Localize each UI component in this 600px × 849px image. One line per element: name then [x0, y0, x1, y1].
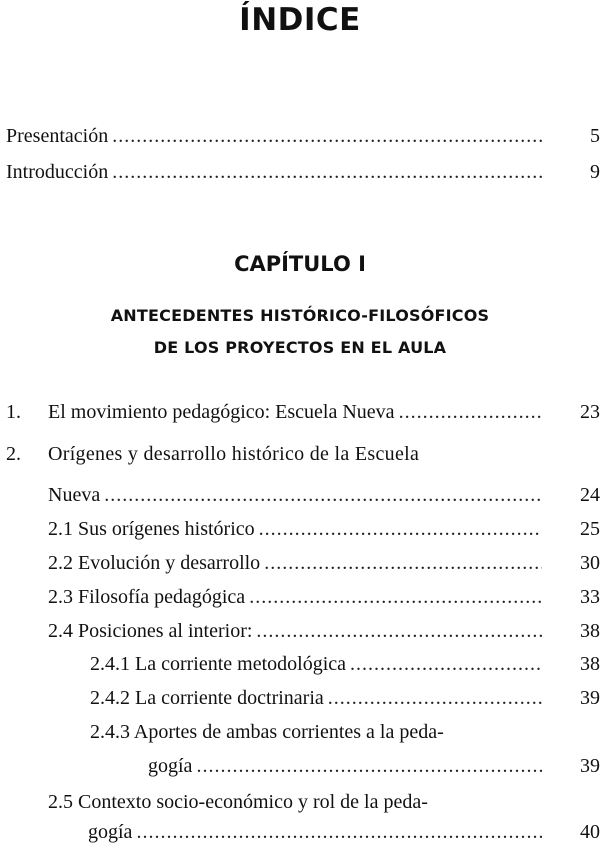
- toc-row-1[interactable]: [48, 398, 600, 426]
- toc-row-2-3[interactable]: [48, 583, 600, 611]
- toc-label: 2.1 Sus orígenes histórico: [48, 518, 255, 540]
- toc-label: Presentación: [6, 125, 109, 147]
- toc-leader-dots: [350, 650, 542, 678]
- toc-leader-dots: [399, 398, 542, 426]
- toc-label: 2.4.2 La corriente doctrinaria: [90, 687, 324, 709]
- toc-leader-dots: [249, 583, 542, 611]
- toc-leader-dots: [264, 549, 542, 577]
- toc-page-number: 39: [580, 755, 600, 777]
- toc-page-number: 5: [590, 125, 600, 147]
- toc-row-2-2[interactable]: [48, 549, 600, 577]
- chapter-heading: CAPÍTULO I: [234, 252, 366, 276]
- toc-page-number: 30: [580, 552, 600, 574]
- page-title: ÍNDICE: [239, 2, 361, 38]
- toc-row-2-4-3[interactable]: [148, 752, 600, 780]
- toc-page-number: 24: [580, 484, 600, 506]
- toc-label-line1: 2.4.3 Aportes de ambas corrientes a la peda-: [90, 721, 444, 743]
- chapter-subtitle-line1: ANTECEDENTES HISTÓRICO-FILOSÓFICOS: [110, 306, 490, 325]
- toc-label: gogía: [148, 755, 193, 777]
- toc-label: El movimiento pedagógico: Escuela Nueva: [48, 401, 395, 423]
- toc-row-2-4-2[interactable]: [90, 684, 600, 712]
- toc-label: 2.2 Evolución y desarrollo: [48, 552, 261, 574]
- toc-page-number: 25: [580, 518, 600, 540]
- toc-page-number: 23: [580, 401, 600, 423]
- toc-page-number: 38: [580, 620, 600, 642]
- toc-row-introduccion[interactable]: [6, 158, 600, 186]
- toc-row-2[interactable]: [48, 481, 600, 509]
- toc-row-2-4[interactable]: [48, 617, 600, 645]
- toc-page-number: 9: [590, 161, 600, 183]
- toc-page-number: 33: [580, 586, 600, 608]
- toc-leader-dots: [136, 818, 542, 846]
- toc-label: Nueva: [48, 484, 101, 506]
- toc-leader-dots: [256, 617, 542, 645]
- toc-row-2-1[interactable]: [48, 515, 600, 543]
- toc-leader-dots: [328, 684, 542, 712]
- toc-label: 2.4.1 La corriente metodológica: [90, 653, 347, 675]
- toc-label: 2.3 Filosofía pedagógica: [48, 586, 246, 608]
- toc-page-number: 38: [580, 653, 600, 675]
- chapter-subtitle-line2: DE LOS PROYECTOS EN EL AULA: [153, 338, 447, 357]
- toc-entry-number: 2.: [6, 443, 21, 465]
- toc-leader-dots: [112, 158, 542, 186]
- toc-page-number: 39: [580, 687, 600, 709]
- toc-leader-dots: [104, 481, 542, 509]
- toc-entry-number: 1.: [6, 401, 21, 423]
- toc-page-number: 40: [580, 821, 600, 843]
- toc-label: gogía: [88, 821, 133, 843]
- toc-label: Introducción: [6, 161, 109, 183]
- toc-row-2-4-1[interactable]: [90, 650, 600, 678]
- toc-label-line1: 2.5 Contexto socio-económico y rol de la peda-: [48, 791, 428, 813]
- toc-label: 2.4 Posiciones al interior:: [48, 620, 253, 642]
- toc-leader-dots: [112, 122, 542, 150]
- toc-label-line1: Orígenes y desarrollo histórico de la Escuela: [48, 443, 420, 465]
- toc-row-presentacion[interactable]: [6, 122, 600, 150]
- toc-leader-dots: [196, 752, 542, 780]
- toc-row-2-5[interactable]: [88, 818, 600, 846]
- toc-leader-dots: [259, 515, 542, 543]
